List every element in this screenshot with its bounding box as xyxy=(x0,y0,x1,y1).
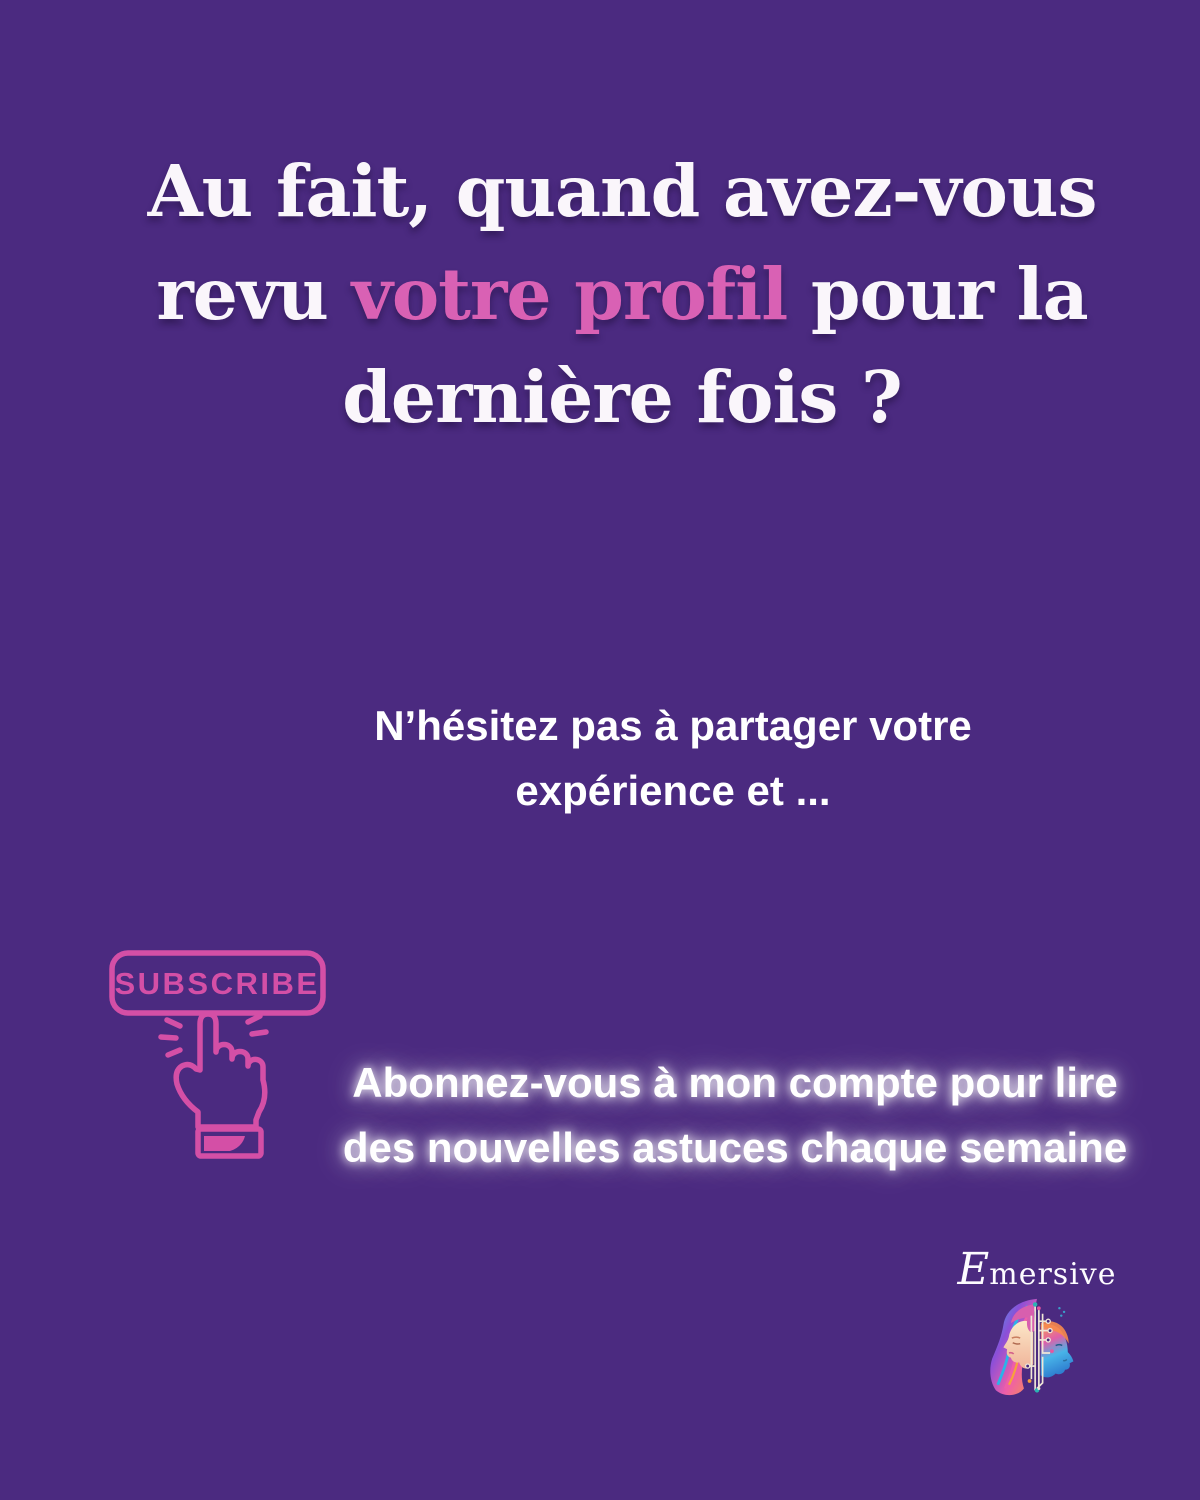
two-faces-circuit-logo xyxy=(979,1297,1095,1409)
cta-text xyxy=(235,1050,1200,1180)
headline-line-2 xyxy=(22,243,1200,346)
headline-line-3: dernière fois ? xyxy=(342,355,902,439)
brand-name: Emersive xyxy=(957,1245,1117,1295)
headline xyxy=(22,140,1200,449)
subscribe-label[interactable]: SUBSCRIBE xyxy=(114,966,320,1001)
headline-line2-suffix: pour la xyxy=(787,252,1088,336)
body-line-2: expérience et ... xyxy=(515,767,831,814)
body-text xyxy=(173,693,1173,823)
headline-highlight: votre profil xyxy=(351,252,788,336)
cta-line-1: Abonnez-vous à mon compte pour lire xyxy=(352,1059,1118,1106)
headline-line2-prefix: revu xyxy=(156,252,352,336)
brand-logo xyxy=(952,1245,1122,1409)
headline-line-1: Au fait, quand avez-vous xyxy=(147,149,1097,233)
right-face xyxy=(1041,1321,1074,1377)
cta-line-2: des nouvelles astuces chaque semaine xyxy=(342,1124,1128,1171)
body-line-1: N’hésitez pas à partager votre xyxy=(374,702,972,749)
